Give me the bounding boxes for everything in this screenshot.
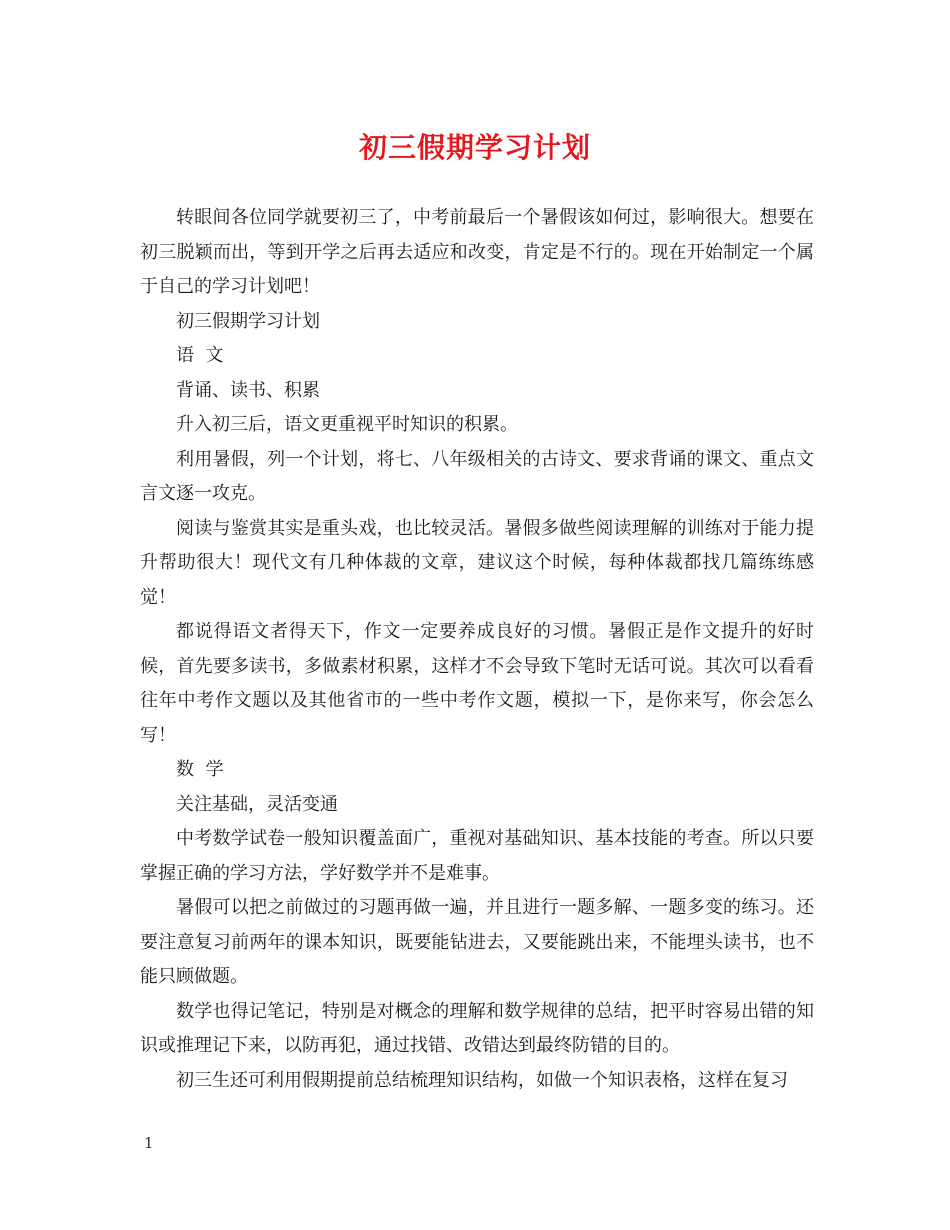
paragraph: 中考数学试卷一般知识覆盖面广，重视对基础知识、基本技能的考查。所以只要掌握正确的学习方法，学好数学并不是难事。 xyxy=(140,828,814,884)
document-title: 初三假期学习计划 xyxy=(358,131,591,164)
section-heading-math: 数 学 xyxy=(176,759,224,780)
paragraph-plan-heading: 初三假期学习计划 xyxy=(176,310,320,332)
paragraph-intro: 转眼间各位同学就要初三了，中考前最后一个暑假该如何过，影响很大。想要在初三脱颖而出，等到开学之后再去适应和改变，肯定是不行的。现在开始制定一个属于自己的学习计划吧！ xyxy=(140,207,814,297)
paragraph: 暑假可以把之前做过的习题再做一遍，并且进行一题多解、一题多变的练习。还要注意复习前两年的课本知识，既要能钻进去，又要能跳出来，不能埋头读书，也不能只顾做题。 xyxy=(140,897,814,987)
section-heading-chinese: 语 文 xyxy=(176,345,224,366)
paragraph: 数学也得记笔记，特别是对概念的理解和数学规律的总结，把平时容易出错的知识或推理记下来，以防再犯，通过找错、改错达到最终防错的目的。 xyxy=(140,1000,814,1056)
paragraph: 升入初三后，语文更重视平时知识的积累。 xyxy=(176,414,518,435)
subheading-chinese: 背诵、读书、积累 xyxy=(176,379,320,401)
paragraph: 利用暑假，列一个计划，将七、八年级相关的古诗文、要求背诵的课文、重点文言文逐一攻克。 xyxy=(140,448,814,504)
paragraph: 都说得语文者得天下，作文一定要养成良好的习惯。暑假正是作文提升的好时候，首先要多读书，多做素材积累，这样才不会导致下笔时无话可说。其次可以看看往年中考作文题以及其他省市的一些中考作文题，模拟一下，是你来写，你会怎么写！ xyxy=(140,621,814,746)
document-body xyxy=(140,201,814,1098)
paragraph: 初三生还可利用假期提前总结梳理知识结构，如做一个知识表格，这样在复习 xyxy=(176,1069,788,1091)
subheading-math: 关注基础，灵活变通 xyxy=(176,793,338,815)
page-number: 1 xyxy=(144,1134,154,1152)
paragraph: 阅读与鉴赏其实是重头戏，也比较灵活。暑假多做些阅读理解的训练对于能力提升帮助很大！现代文有几种体裁的文章，建议这个时候，每种体裁都找几篇练练感觉！ xyxy=(140,517,814,608)
